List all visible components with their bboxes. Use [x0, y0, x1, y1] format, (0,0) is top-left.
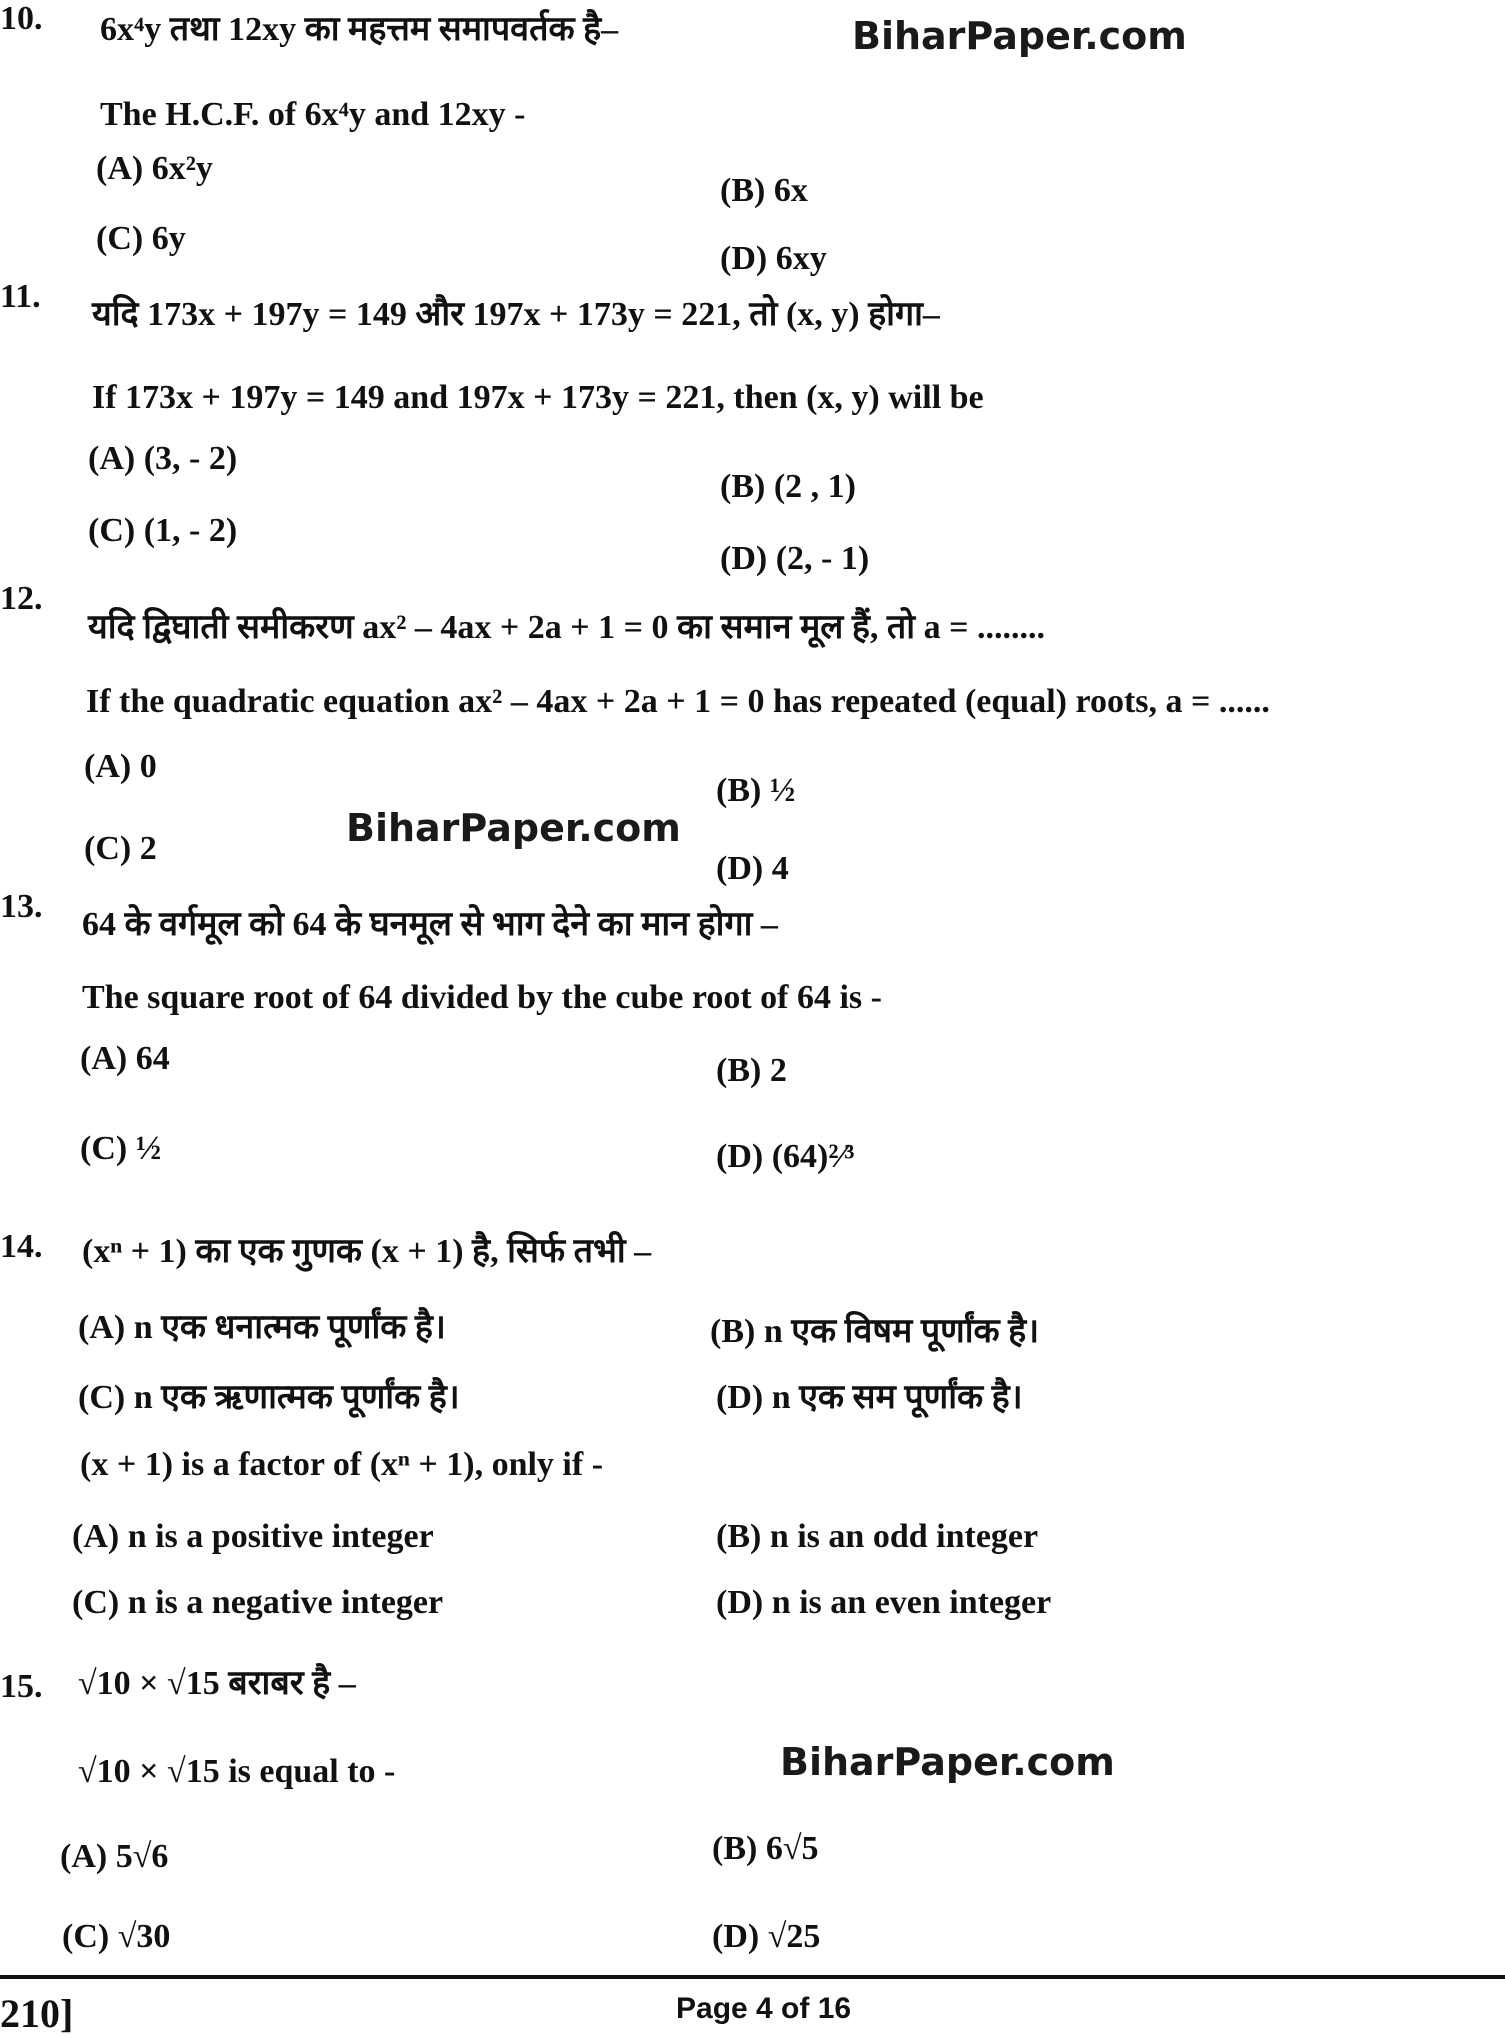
page-number: Page 4 of 16 — [676, 1992, 852, 2025]
question-text-english: The square root of 64 divided by the cube root of 64 is - — [82, 979, 882, 1016]
question-number: 13. — [0, 888, 43, 925]
question-text-english: √10 × √15 is equal to - — [78, 1753, 396, 1790]
question-number: 10. — [0, 0, 43, 37]
option-c[interactable]: (C) 6y — [96, 220, 186, 257]
option-b[interactable]: (B) 6√5 — [712, 1830, 819, 1867]
option-a[interactable]: (A) 64 — [80, 1040, 170, 1077]
option-c-english[interactable]: (C) n is a negative integer — [72, 1584, 444, 1621]
option-b-english[interactable]: (B) n is an odd integer — [716, 1518, 1039, 1555]
option-d[interactable]: (D) (2, - 1) — [720, 540, 870, 577]
option-b[interactable]: (B) (2 , 1) — [720, 468, 856, 505]
option-c[interactable]: (C) ½ — [80, 1130, 162, 1167]
option-a-english[interactable]: (A) n is a positive integer — [72, 1518, 434, 1555]
option-d-english[interactable]: (D) n is an even integer — [716, 1584, 1052, 1621]
option-c[interactable]: (C) 2 — [84, 830, 157, 867]
question-number: 12. — [0, 580, 43, 617]
option-a[interactable]: (A) 0 — [84, 748, 157, 785]
option-d[interactable]: (D) (64)²⁄³ — [716, 1138, 855, 1175]
option-b-hindi[interactable]: (B) n एक विषम पूर्णांक है। — [710, 1313, 1040, 1350]
option-a-hindi[interactable]: (A) n एक धनात्मक पूर्णांक है। — [78, 1309, 446, 1346]
option-a[interactable]: (A) 6x²y — [96, 150, 213, 187]
question-number: 15. — [0, 1668, 43, 1705]
paper-code: 210] — [0, 1991, 74, 2036]
footer-divider — [0, 1975, 1505, 1979]
question-text-hindi: यदि द्विघाती समीकरण ax² – 4ax + 2a + 1 = 0 का समान मूल हैं, तो a = ........ — [88, 609, 1045, 646]
watermark: BiharPaper.com — [852, 14, 1187, 58]
option-c[interactable]: (C) (1, - 2) — [88, 512, 238, 549]
question-text-english: The H.C.F. of 6x⁴y and 12xy - — [100, 96, 526, 133]
question-text-hindi: यदि 173x + 197y = 149 और 197x + 173y = 221, तो (x, y) होगा– — [92, 296, 940, 333]
question-text-hindi: √10 × √15 बराबर है – — [78, 1665, 356, 1702]
option-c-hindi[interactable]: (C) n एक ऋणात्मक पूर्णांक है। — [78, 1379, 460, 1416]
option-b[interactable]: (B) ½ — [716, 772, 796, 809]
question-number: 14. — [0, 1228, 43, 1265]
question-text-english: If the quadratic equation ax² – 4ax + 2a + 1 = 0 has repeated (equal) roots, a = ...... — [86, 683, 1270, 720]
option-b[interactable]: (B) 6x — [720, 172, 808, 209]
option-a[interactable]: (A) (3, - 2) — [88, 440, 238, 477]
option-d-hindi[interactable]: (D) n एक सम पूर्णांक है। — [716, 1379, 1023, 1416]
question-text-english: (x + 1) is a factor of (xⁿ + 1), only if - — [80, 1446, 604, 1483]
question-text-english: If 173x + 197y = 149 and 197x + 173y = 221, then (x, y) will be — [92, 379, 984, 416]
question-text-hindi: 6x⁴y तथा 12xy का महत्तम समापवर्तक है– — [100, 11, 619, 48]
option-a[interactable]: (A) 5√6 — [60, 1838, 169, 1875]
option-d[interactable]: (D) 6xy — [720, 240, 827, 277]
option-d[interactable]: (D) 4 — [716, 850, 789, 887]
question-number: 11. — [0, 278, 41, 315]
question-text-hindi: (xⁿ + 1) का एक गुणक (x + 1) है, सिर्फ तभी – — [82, 1233, 652, 1270]
option-b[interactable]: (B) 2 — [716, 1052, 787, 1089]
watermark: BiharPaper.com — [346, 806, 681, 850]
question-text-hindi: 64 के वर्गमूल को 64 के घनमूल से भाग देने का मान होगा – — [82, 906, 778, 943]
option-d[interactable]: (D) √25 — [712, 1918, 821, 1955]
option-c[interactable]: (C) √30 — [62, 1918, 171, 1955]
watermark: BiharPaper.com — [780, 1740, 1115, 1784]
